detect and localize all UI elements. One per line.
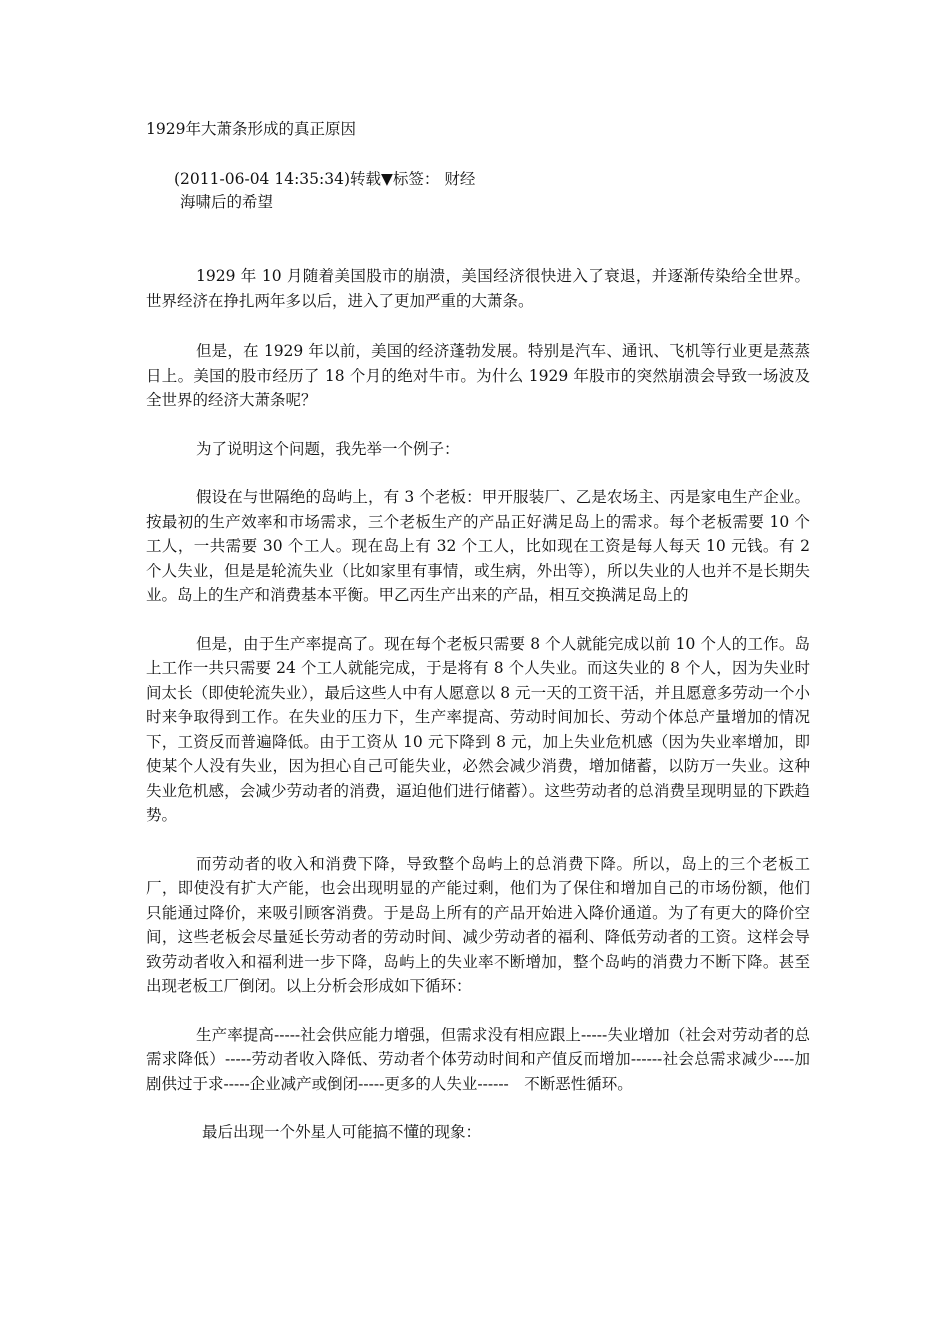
post-meta bbox=[174, 168, 475, 214]
document-title: 1929年大萧条形成的真正原因 bbox=[146, 120, 356, 138]
paragraph-island-example: 假设在与世隔绝的岛屿上，有 3 个老板：甲开服装厂、乙是农场主、丙是家电生产企业。按最初的生产效率和市场需求，三个老板生产的产品正好满足岛上的需求。每个老板需要 10 个工人，一共需要 30 个工人。现在岛上有 32 个工人，比如现在工资是每人每天 10 元钱。有 2 个人失业，但是是轮流失业（比如家里有事情，或生病，外出等），所以失业的人也并不是长期失业。岛上的生产和消费基本平衡。甲乙丙生产出来的产品，相互交换满足岛上的 bbox=[146, 488, 810, 604]
post-date-tags: (2011-06-04 14:35:34)转载▼标签： 财经 bbox=[174, 170, 476, 188]
article-body bbox=[146, 264, 810, 1145]
paragraph-consumption: 而劳动者的收入和消费下降，导致整个岛屿上的总消费下降。所以，岛上的三个老板工厂，即使没有扩大产能，也会出现明显的产能过剩，他们为了保住和增加自己的市场份额，他们只能通过降价，来吸引顾客消费。于是岛上所有的产品开始进入降价通道。为了有更大的降价空间，这些老板会尽量延长劳动者的劳动时间、减少劳动者的福利、降低劳动者的工资。这样会导致劳动者收入和福利进一步下降，岛屿上的失业率不断增加，整个岛屿的消费力不断下降。甚至出现老板工厂倒闭。以上分析会形成如下循环： bbox=[146, 854, 810, 995]
paragraph-example-lead: 为了说明这个问题，我先举一个例子： bbox=[196, 439, 460, 458]
post-author: 海啸后的希望 bbox=[180, 193, 274, 211]
paragraph-intro: 1929 年 10 月随着美国股市的崩溃，美国经济很快进入了衰退，并逐渐传染给全世界。世界经济在挣扎两年多以后，进入了更加严重的大萧条。 bbox=[146, 267, 810, 310]
paragraph-closing: 最后出现一个外星人可能搞不懂的现象： bbox=[202, 1123, 482, 1141]
paragraph-question: 但是，在 1929 年以前，美国的经济蓬勃发展。特别是汽车、通讯、飞机等行业更是蒸蒸日上。美国的股市经历了 18 个月的绝对牛市。为什么 1929 年股市的突然崩溃会导致一场波及全世界的经济大萧条呢？ bbox=[146, 342, 810, 409]
paragraph-productivity: 但是，由于生产率提高了。现在每个老板只需要 8 个人就能完成以前 10 个人的工作。岛上工作一共只需要 24 个工人就能完成，于是将有 8 个人失业。而这失业的 8 个人，因为失业时间太长（即使轮流失业），最后这些人中有人愿意以 8 元一天的工资干活，并且愿意多劳动一个小时来争取得到工作。在失业的压力下，生产率提高、劳动时间加长、劳动个体总产量增加的情况下，工资反而普遍降低。由于工资从 10 元下降到 8 元，加上失业危机感（因为失业率增加，即使某个人没有失业，因为担心自己可能失业，必然会减少消费，增加储蓄，以防万一失业。这种失业危机感，会减少劳动者的消费，逼迫他们进行储蓄）。这些劳动者的总消费呈现明显的下跌趋势。 bbox=[146, 634, 810, 824]
paragraph-cycle: 生产率提高-----社会供应能力增强，但需求没有相应跟上-----失业增加（社会对劳动者的总需求降低）-----劳动者收入降低、劳动者个体劳动时间和产值反而增加------社会总需求减少----加剧供过于求-----企业减产或倒闭-----更多的人失业------ 不断恶性循环。 bbox=[146, 1025, 810, 1093]
